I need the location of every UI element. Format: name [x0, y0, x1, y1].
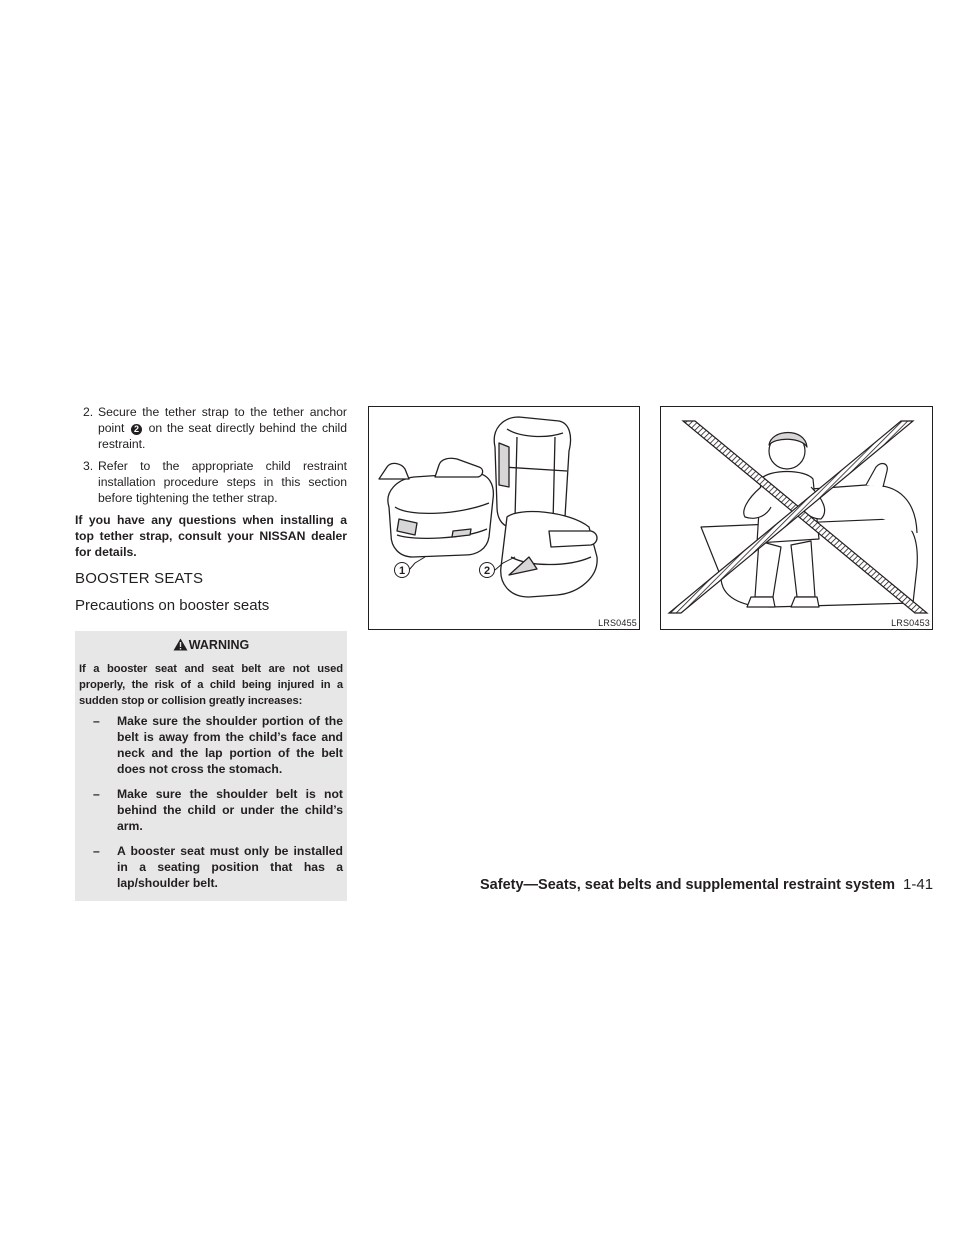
left-column [75, 404, 347, 901]
callout-2-icon: 2 [131, 424, 142, 435]
step-number: 2. [83, 405, 94, 419]
subsection-title: Precautions on booster seats [75, 597, 270, 614]
step-number: 3. [83, 459, 94, 473]
warning-box [75, 631, 347, 901]
figure-incorrect-belt-position [660, 406, 933, 630]
page-number: 1-41 [903, 876, 934, 893]
warning-intro: If a booster seat and seat belt are not used properly, the risk of a child being injured in a sudden stop or collision greatly increases: [79, 663, 343, 707]
figure-label-2: 2 [483, 565, 491, 577]
warning-title [79, 637, 343, 653]
warning-item: – A booster seat must only be installed in a seating position that has a lap/shoulder belt. [93, 844, 343, 890]
figure-booster-seats [368, 406, 640, 630]
figure-code: LRS0453 [891, 618, 930, 628]
warning-triangle-icon [173, 638, 188, 651]
page-footer [480, 876, 934, 894]
warning-item: – Make sure the shoulder belt is not behind the child or under the child’s arm. [93, 787, 343, 833]
section-title: BOOSTER SEATS [75, 570, 204, 587]
child-in-seat-illustration [661, 407, 932, 629]
figure-code: LRS0455 [598, 618, 637, 628]
figure-label-1: 1 [398, 565, 406, 577]
chapter-title: Safety—Seats, seat belts and supplemental restraint system [480, 877, 896, 893]
step-3 [75, 458, 347, 506]
step-text-after: on the seat directly behind the child restraint. [98, 421, 348, 451]
warning-item: – Make sure the shoulder portion of the belt is away from the child’s face and neck and the lap portion of the belt does not cross the stomach. [93, 714, 343, 776]
step-text-before: Secure the tether strap to the tether anchor point [98, 405, 347, 435]
step-2 [75, 404, 347, 452]
warning-label: WARNING [188, 638, 250, 652]
step-text: Refer to the appropriate child restraint installation procedure steps in this section before tightening the tether strap. [98, 459, 347, 505]
booster-seats-illustration [369, 407, 639, 629]
tether-note: If you have any questions when installing a top tether strap, consult your NISSAN dealer for details. [75, 513, 347, 559]
